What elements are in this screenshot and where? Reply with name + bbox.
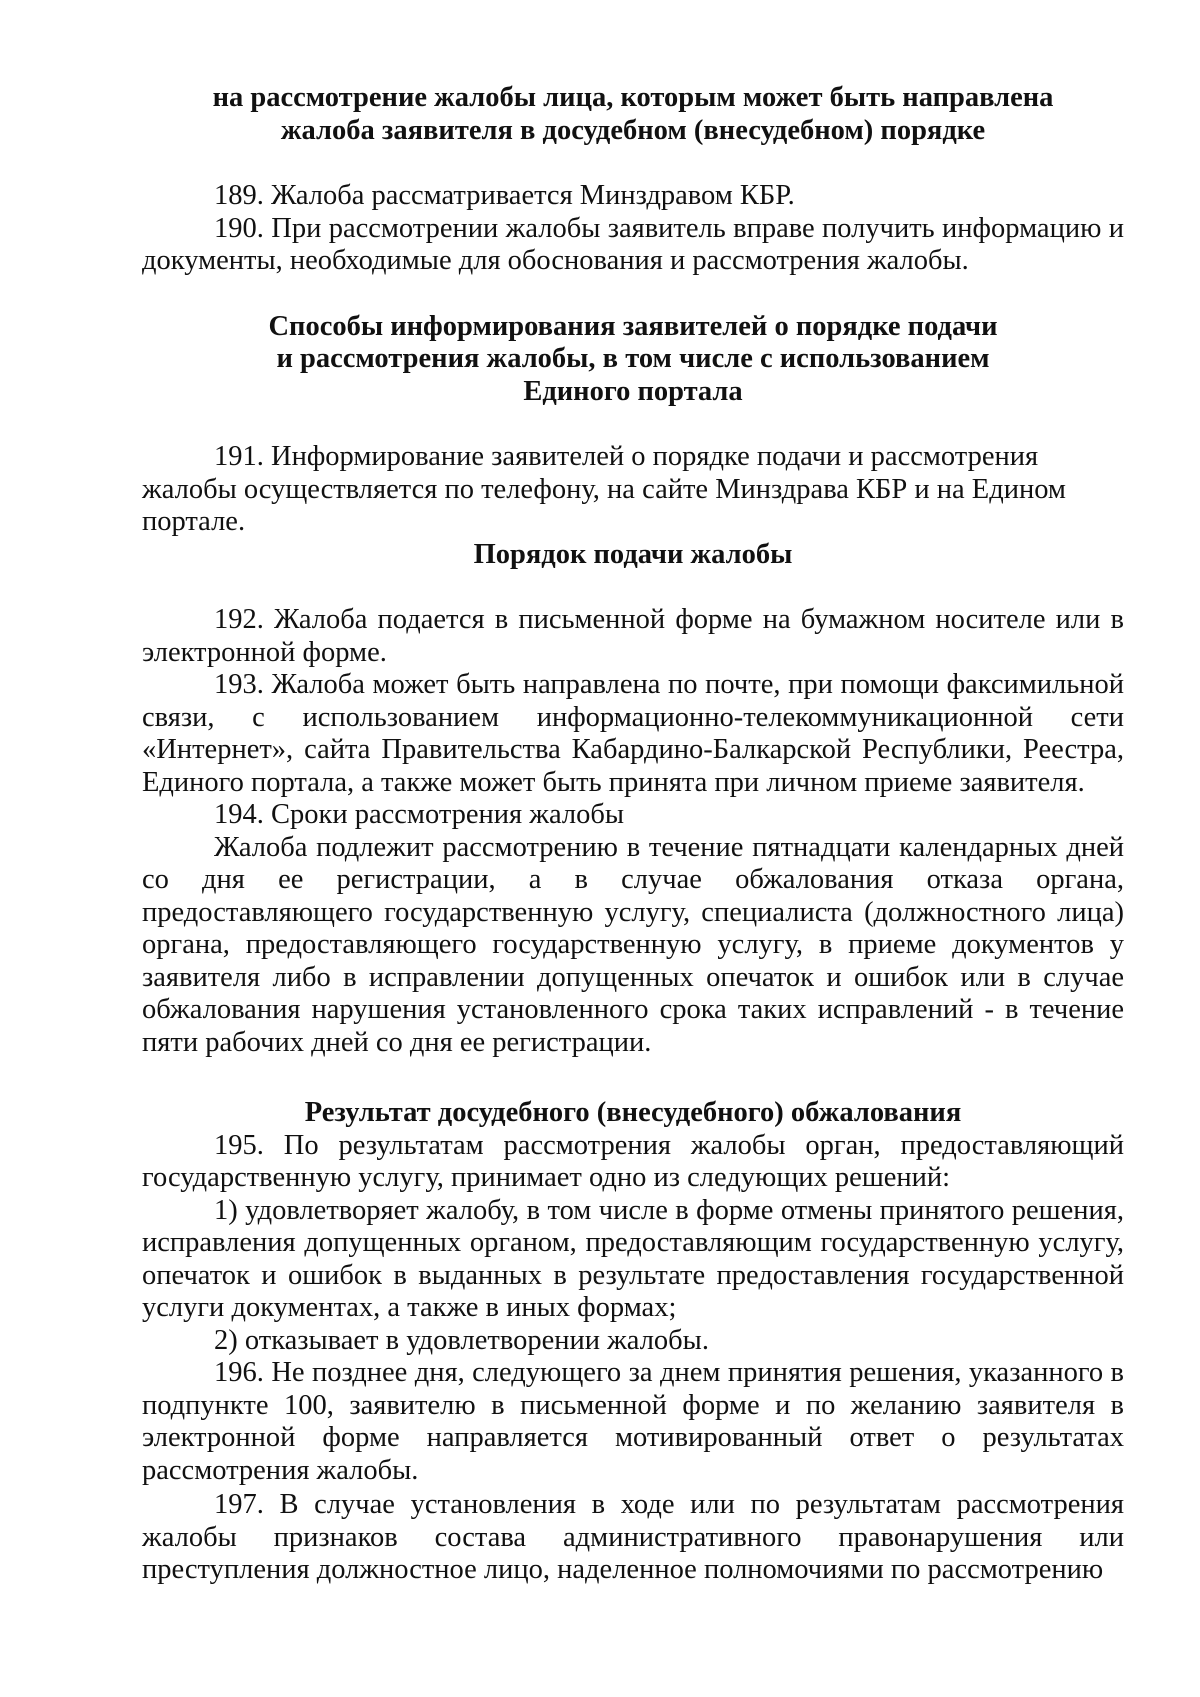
paragraph-193: 193. Жалоба может быть направлена по почте, при помощи факсимильной связи, с использованием информационно-телекоммуникационной сети «Интернет», сайта Правительства Кабардино-Балкарской Республики, Реестра, Единого портала, а также может быть принята при личном приеме заявителя. [142, 669, 1124, 798]
heading-line: Единого портала [523, 375, 743, 407]
paragraph-192: 192. Жалоба подается в письменной форме на бумажном носителе или в электронной форме. [142, 604, 1124, 668]
heading-line: и рассмотрения жалобы, в том числе с использованием [276, 343, 990, 374]
heading-line: жалоба заявителя в досудебном (внесудебном) порядке [280, 114, 986, 146]
paragraph-189: 189. Жалоба рассматривается Минздравом КБР. [214, 180, 795, 211]
paragraph-191: 191. Информирование заявителей о порядке подачи и рассмотрения жалобы осуществляется по телефону, на сайте Минздрава КБР и на Едином портале. [142, 441, 1066, 537]
section-heading-complaint-reviewers [142, 82, 1124, 147]
document-page [142, 82, 1124, 1587]
paragraph-194: 194. Сроки рассмотрения жалобы [214, 799, 624, 830]
section-heading-appeal-result: Результат досудебного (внесудебного) обжалования [304, 1097, 962, 1128]
heading-line: Способы информирования заявителей о порядке подачи [268, 310, 998, 342]
section-heading-informing-methods [142, 311, 1124, 409]
paragraph-194-body: Жалоба подлежит рассмотрению в течение пятнадцати календарных дней со дня ее регистрации, а в случае обжалования отказа органа, предоставляющего государственную услугу, специалиста (должностного лица) органа, предоставляющего государственную услугу, в приеме документов у заявителя либо в исправлении допущенных опечаток и ошибок или в случае обжалования нарушения установленного срока таких исправлений - в течение пяти рабочих дней со дня ее регистрации. [142, 831, 1124, 1058]
paragraph-195-item-1: 1) удовлетворяет жалобу, в том числе в форме отмены принятого решения, исправления допущенных органом, предоставляющим государственную услугу, опечаток и ошибок в выданных в результате предоставления государственной услуги документах, а также в иных формах; [142, 1194, 1124, 1323]
paragraph-190: 190. При рассмотрении жалобы заявитель вправе получить информацию и документы, необходимые для обоснования и рассмотрения жалобы. [142, 212, 1124, 276]
section-heading-submission-procedure: Порядок подачи жалобы [473, 538, 793, 570]
paragraph-195: 195. По результатам рассмотрения жалобы орган, предоставляющий государственную услугу, принимает одно из следующих решений: [142, 1129, 1124, 1193]
heading-line: на рассмотрение жалобы лица, которым может быть направлена [212, 82, 1054, 113]
paragraph-195-item-2: 2) отказывает в удовлетворении жалобы. [214, 1324, 709, 1356]
paragraph-197: 197. В случае установления в ходе или по результатам рассмотрения жалобы признаков состава административного правонарушения или преступления должностное лицо, наделенное полномочиями по рассмотрению [142, 1489, 1124, 1585]
paragraph-196: 196. Не позднее дня, следующего за днем принятия решения, указанного в подпункте 100, заявителю в письменной форме и по желанию заявителя в электронной форме направляется мотивированный ответ о результатах рассмотрения жалобы. [142, 1357, 1124, 1486]
